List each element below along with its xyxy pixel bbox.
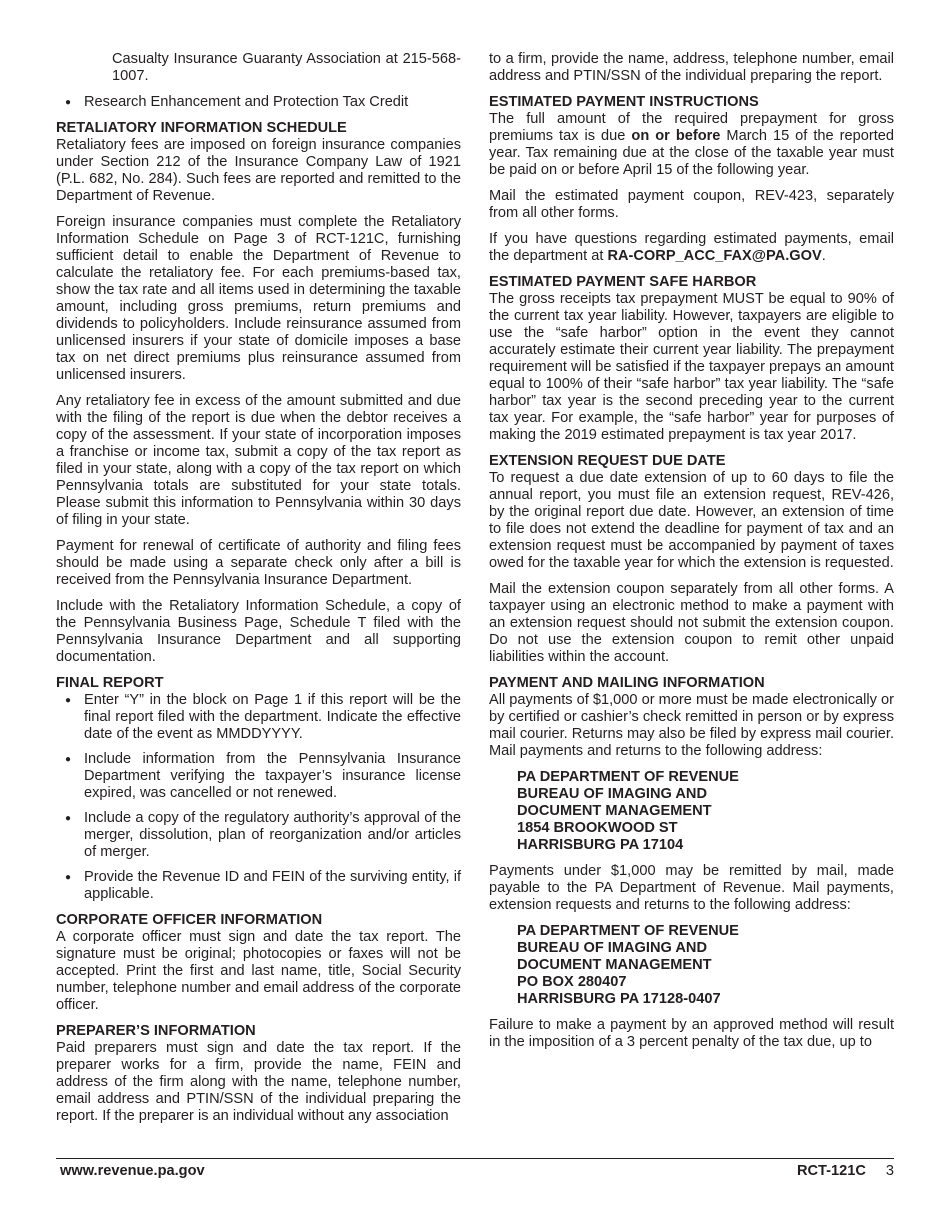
address-line: 1854 BROOKWOOD ST — [517, 820, 678, 836]
form-number: RCT-121C — [796, 1163, 866, 1179]
paragraph: Include with the Retaliatory Information Schedule, a copy of the Pennsylvania Business Page, Schedule T filed with the Pennsylvania Insurance Department and all supporting documentation. — [56, 598, 461, 665]
paragraph: Paid preparers must sign and date the tax report. If the preparer works for a firm, provide the name, FEIN and address of the firm along with the name, telephone number, email address and PTIN/SSN of the individual preparing the report. If the preparer is an individual without any association — [56, 1040, 461, 1124]
address-line: PA DEPARTMENT OF REVENUE — [517, 769, 739, 785]
list-item: ● Include information from the Pennsylvania Insurance Department verifying the taxpayer’s insurance license expired, was cancelled or not renewed. — [56, 751, 461, 802]
credit-list — [56, 94, 461, 111]
estimated-payment-heading: ESTIMATED PAYMENT INSTRUCTIONS — [489, 94, 759, 110]
safe-harbor-heading: ESTIMATED PAYMENT SAFE HARBOR — [489, 274, 757, 290]
paragraph: Retaliatory fees are imposed on foreign insurance companies under Section 212 of the Insurance Company Law of 1921 (P.L. 682, No. 284). Such fees are reported and remitted to the Department of Revenue. — [56, 137, 461, 204]
final-report-heading: FINAL REPORT — [56, 675, 164, 691]
paragraph: The gross receipts tax prepayment MUST be equal to 90% of the current tax year liability. However, taxpayers are eligible to use the “safe harbor” option in the event they cannot accurately estimate their current year liability. The prepayment requirement will be satisfied if the taxpayer prepays an amount equal to 100% of their “safe harbor” tax year liability. The “safe harbor” tax year is the second preceding year to the current tax year. For example, the “safe harbor” year for purposes of making the 2019 estimated prepayment is tax year 2017. — [489, 291, 894, 443]
paragraph: Failure to make a payment by an approved method will result in the imposition of a 3 percent penalty of the tax due, up to — [489, 1017, 894, 1050]
address-line: BUREAU OF IMAGING AND — [517, 786, 707, 802]
text-run: March 15 of the reported year. Tax remaining due at the close of the taxable year must be paid on or before April 15 of the following year. — [489, 128, 894, 178]
list-item: ● Research Enhancement and Protection Tax Credit — [56, 94, 461, 111]
paragraph: Mail the extension coupon separately from all other forms. A taxpayer using an electronic method to make a payment with an extension request should not submit the extension coupon. Do not use the extension coupon to remit other unpaid liabilities within the account. — [489, 581, 894, 665]
address-line: HARRISBURG PA 17128-0407 — [517, 991, 721, 1007]
website-link[interactable]: www.revenue.pa.gov — [60, 1163, 205, 1179]
list-item: ● Provide the Revenue ID and FEIN of the surviving entity, if applicable. — [56, 869, 461, 903]
right-column — [489, 51, 894, 1060]
final-report-list — [56, 692, 461, 903]
email-address: RA-CORP_ACC_FAX@PA.GOV — [607, 248, 822, 264]
address-line: PA DEPARTMENT OF REVENUE — [517, 923, 739, 939]
payment-mailing-heading: PAYMENT AND MAILING INFORMATION — [489, 675, 765, 691]
paragraph: A corporate officer must sign and date the tax report. The signature must be original; photocopies or faxes will not be accepted. Print the first and last name, title, Social Security number, telephone number and email address of the corporate officer. — [56, 929, 461, 1013]
retaliatory-heading: RETALIATORY INFORMATION SCHEDULE — [56, 120, 347, 136]
paragraph: All payments of $1,000 or more must be made electronically or by certified or cashier’s check remitted in person or by express mail courier. Returns may also be filed by express mail courier. Mail payments and returns to the following address: — [489, 692, 894, 759]
preparer-heading: PREPARER’S INFORMATION — [56, 1023, 256, 1039]
text-run: The full amount of the required prepayment for gross premiums tax is due — [489, 111, 894, 144]
text-run: . — [821, 248, 826, 264]
paragraph: Payments under $1,000 may be remitted by mail, made payable to the PA Department of Revenue. Mail payments, extension requests and returns to the following address: — [489, 863, 894, 913]
address-line: BUREAU OF IMAGING AND — [517, 940, 707, 956]
mailing-address-po-box — [489, 923, 894, 1008]
paragraph — [489, 231, 894, 265]
preparer-continued: to a firm, provide the name, address, telephone number, email address and PTIN/SSN of the individual preparing the report. — [489, 51, 894, 84]
paragraph: Payment for renewal of certificate of authority and filing fees should be made using a separate check only after a bill is received from the Pennsylvania Insurance Department. — [56, 538, 461, 588]
emphasis-text: on or before — [631, 128, 721, 144]
address-line: PO BOX 280407 — [517, 974, 627, 990]
extension-heading: EXTENSION REQUEST DUE DATE — [489, 453, 726, 469]
paragraph: Foreign insurance companies must complete the Retaliatory Information Schedule on Page 3 of RCT-121C, furnishing sufficient detail to enable the Department of Revenue to calculate the retaliatory fee. For each premiums-based tax, show the tax rate and all items used in determining the taxable amount, including gross premiums, return premiums and dividends to policyholders. Include reinsurance assumed from unlicensed insurers if your state of domicile imposes a base tax on net direct premiums plus reinsurance assumed from unlicensed insurers. — [56, 214, 461, 383]
text-run: If you have questions regarding estimated payments, email the department at — [489, 231, 894, 264]
left-column — [56, 51, 461, 1134]
casualty-guaranty-text: Casualty Insurance Guaranty Association at 215-568-1007. — [112, 51, 461, 84]
footer-form-info — [797, 1163, 894, 1179]
corporate-officer-heading: CORPORATE OFFICER INFORMATION — [56, 912, 323, 928]
paragraph: Mail the estimated payment coupon, REV-423, separately from all other forms. — [489, 188, 894, 221]
list-item: ● Enter “Y” in the block on Page 1 if this report will be the final report filed with the department. Indicate the effective date of the event as MMDDYYYY. — [56, 692, 461, 743]
paragraph — [489, 111, 894, 179]
paragraph: Any retaliatory fee in excess of the amount submitted and due with the filing of the report is due when the debtor receives a copy of the assessment. If your state of incorporation imposes a franchise or income tax, submit a copy of the tax report as filed in your state, along with a copy of the tax report on which Pennsylvania totals are substituted for your state totals. Please submit this information to Pennsylvania within 30 days of filing in your state. — [56, 393, 461, 528]
address-line: DOCUMENT MANAGEMENT — [517, 957, 712, 973]
list-item: ● Include a copy of the regulatory authority’s approval of the merger, dissolution, plan of reorganization and/or articles of merger. — [56, 810, 461, 861]
mailing-address-electronic — [489, 769, 894, 854]
paragraph: To request a due date extension of up to 60 days to file the annual report, you must file an extension request, REV-426, by the original report due date. However, an extension of time to file does not extend the deadline for payment of tax and an extension request must be accompanied by payment of taxes owed for the taxable year for which the extension is requested. — [489, 470, 894, 571]
address-line: HARRISBURG PA 17104 — [517, 837, 684, 853]
address-line: DOCUMENT MANAGEMENT — [517, 803, 712, 819]
footer-divider — [56, 1158, 894, 1159]
page-number: 3 — [885, 1163, 894, 1179]
